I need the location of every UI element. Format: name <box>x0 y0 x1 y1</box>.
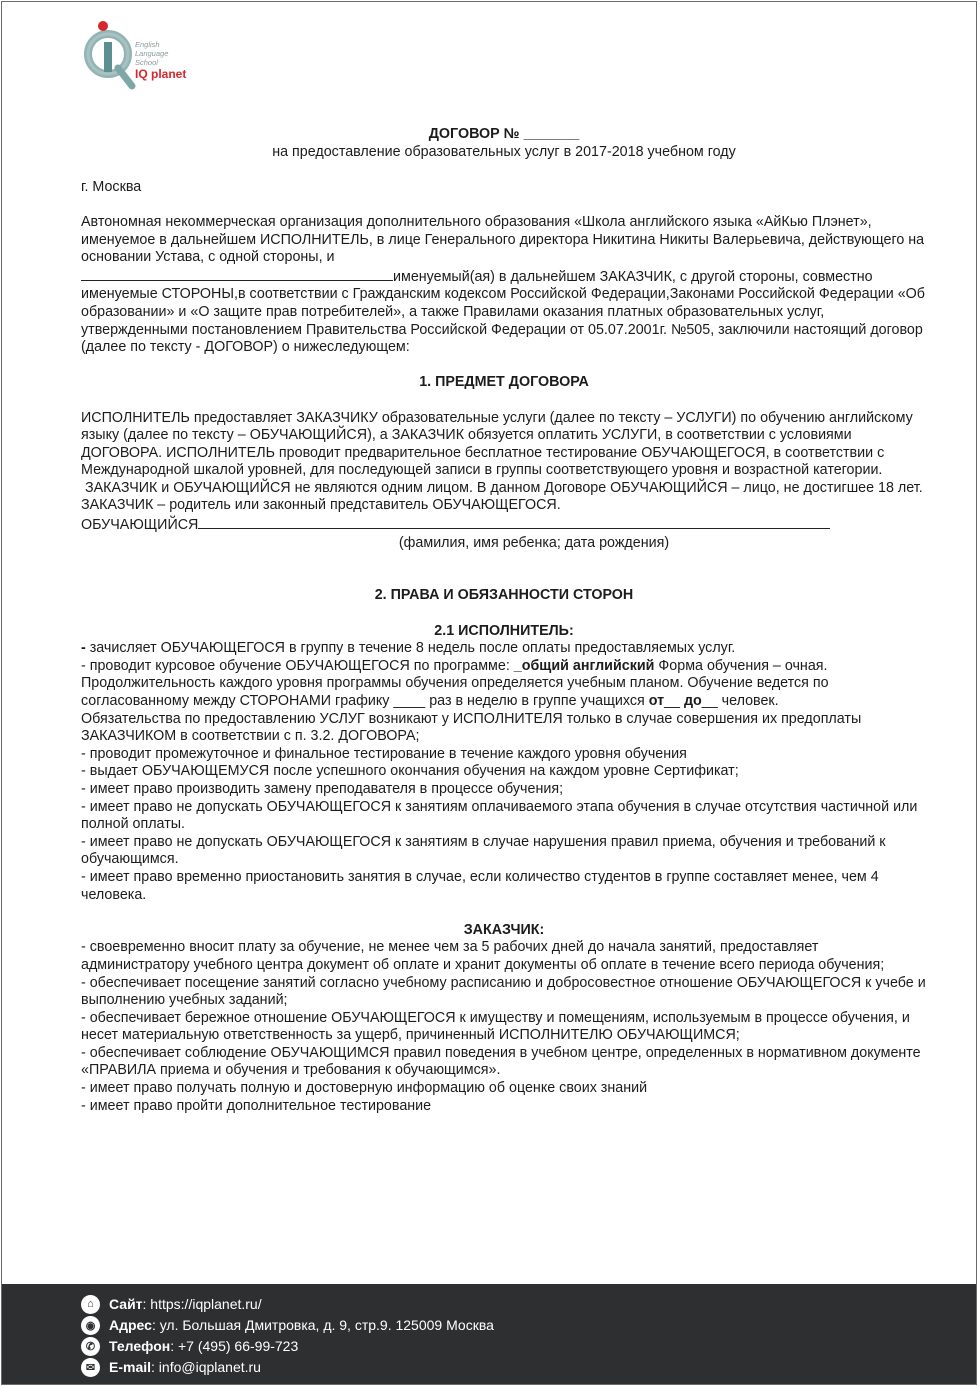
customer-item-1: - своевременно вносит плату за обучение, не менее чем за 5 рабочих дней до начала занятий, предоставляет администратору учебного центра документ об оплате и хранит документы об оплате в течение всего периода обучения; <box>81 939 885 973</box>
section-2-title: 2. ПРАВА И ОБЯЗАННОСТИ СТОРОН <box>374 587 634 604</box>
customer-item-3: - обеспечивает бережное отношение ОБУЧАЮЩЕГОСЯ к имуществу и помещениям, используемым в процессе обучения, и несет материальную ответственность за ущерб, причиненный ИСПОЛНИТЕЛЮ ОБУЧАЮЩИМСЯ; <box>81 1009 910 1044</box>
email-value[interactable]: : info@iqplanet.ru <box>151 1359 261 1375</box>
email-icon: ✉ <box>81 1358 100 1377</box>
site-label: Сайт <box>109 1296 143 1312</box>
executor-item-6: - имеет право производить замену преподавателя в процессе обучения; <box>81 780 564 797</box>
location-pin-icon: ◉ <box>81 1316 100 1335</box>
executor-item-9: - имеет право временно приостановить занятия в случае, если количество студентов в группе составляет менее, чем 4 человека. <box>81 868 879 903</box>
executor-item-8: - имеет право не допускать ОБУЧАЮЩЕГОСЯ к занятиям в случае нарушения правил приема, обучения и требований к обучающимся. <box>81 833 886 868</box>
customer-title: ЗАКАЗЧИК: <box>463 921 545 938</box>
footer-email-row[interactable] <box>81 1357 261 1377</box>
home-icon: ⌂ <box>81 1295 100 1314</box>
student-label: ОБУЧАЮЩИЙСЯ <box>81 517 199 534</box>
address-label: Адрес <box>109 1317 152 1333</box>
address-value: : ул. Большая Дмитровка, д. 9, стр.9. 125009 Москва <box>151 1317 494 1333</box>
executor-item-7: - имеет право не допускать ОБУЧАЮЩЕГОСЯ к занятиям оплачиваемого этапа обучения в случае отсутствия частичной или полной оплаты. <box>81 798 918 833</box>
section-1-paragraph-1: ИСПОЛНИТЕЛЬ предоставляет ЗАКАЗЧИКУ образовательные услуги (далее по тексту – УСЛУГИ) по обучению английскому языку (далее по тексту – ОБУЧАЮЩИЙСЯ), а ЗАКАЗЧИК обязуется оплатить УСЛУГИ, в соответствии с условиями ДОГОВОРА. ИСПОЛНИТЕЛЬ проводит предварительное бесплатное тестирование ОБУЧАЮЩЕГОСЯ, в соответствии с Международной шкалой уровней, для последующей записи в группы соответствующего уровня и возрастной категории. <box>81 409 913 479</box>
executor-title: 2.1 ИСПОЛНИТЕЛЬ: <box>434 622 574 639</box>
executor-item-1: - зачисляет ОБУЧАЮЩЕГОСЯ в группу в течение 8 недель после оплаты предоставляемых услуг. <box>81 640 736 657</box>
customer-item-5: - имеет право получать полную и достоверную информацию об оценке своих знаний <box>81 1080 648 1097</box>
customer-item-4: - обеспечивает соблюдение ОБУЧАЮЩИМСЯ правил поведения в учебном центре, определенных в нормативном документе «ПРАВИЛА приема и обучения и требования к обучающимся». <box>81 1044 921 1079</box>
intro-paragraph-2-text: именуемый(ая) в дальнейшем ЗАКАЗЧИК, с другой стороны, совместно именуемые СТОРОНЫ,в соответствии с Гражданским кодексом Российской Федерации,Законами Российской Федерации «Об образовании» и «О защите прав потребителей», а также Правилами оказания платных образовательных услуг, утвержденными постановлением Правительства Российской Федерации от 05.07.2001г. №505, заключили настоящий договор (далее по тексту - ДОГОВОР) о нижеследующем: <box>81 268 925 356</box>
logo-brand: IQ planet <box>135 67 187 81</box>
contact-footer <box>2 1284 976 1384</box>
footer-site-row[interactable] <box>81 1294 262 1314</box>
executor-item-2: - проводит курсовое обучение ОБУЧАЮЩЕГОСЯ по программе: _общий английский Форма обучения – очная. Продолжительность каждого уровня программы обучения определяется учебным планом. Обучение ведется по согласованному между СТОРОНАМИ графику ____ раз в неделю в группе учащихся от__ до__ человек. <box>81 657 829 709</box>
contract-document <box>81 126 927 1115</box>
email-label: E-mail <box>109 1359 152 1375</box>
student-line <box>81 515 927 535</box>
executor-item-5: - выдает ОБУЧАЮЩЕМУСЯ после успешного окончания обучения на каждом уровне Сертификат; <box>81 763 739 780</box>
phone-value[interactable]: : +7 (495) 66-99-723 <box>170 1338 299 1354</box>
student-hint: (фамилия, имя ребенка; дата рождения) <box>398 534 670 551</box>
logo-text <box>135 40 186 81</box>
logo-line-1: English <box>135 40 160 49</box>
customer-item-6: - имеет право пройти дополнительное тестирование <box>81 1097 432 1114</box>
contract-subtitle: на предоставление образовательных услуг в 2017-2018 учебном году <box>272 143 736 160</box>
city: г. Москва <box>81 178 142 195</box>
intro-paragraph-1: Автономная некоммерческая организация дополнительного образования «Школа английского языка «АйКью Плэнет», именуемое в дальнейшем ИСПОЛНИТЕЛЬ, в лице Генерального директора Никитина Никиты Валерьевича, действующего на основании Устава, с одной стороны, и <box>81 213 925 266</box>
executor-item-4: - проводит промежуточное и финальное тестирование в течение каждого уровня обучения <box>81 745 687 762</box>
logo-line-2: Language <box>135 49 169 58</box>
executor-item-3: Обязательства по предоставлению УСЛУГ возникают у ИСПОЛНИТЕЛЯ только в случае совершения их предоплаты ЗАКАЗЧИКОМ в соответствии с п. 3.2. ДОГОВОРА; <box>81 710 862 745</box>
logo-line-3: School <box>135 58 158 67</box>
footer-phone-row[interactable] <box>81 1336 298 1356</box>
student-name-blank[interactable] <box>198 515 830 529</box>
customer-name-blank[interactable] <box>81 267 393 281</box>
section-1-paragraph-2: ЗАКАЗЧИК и ОБУЧАЮЩИЙСЯ не являются одним лицом. В данном Договоре ОБУЧАЮЩИЙСЯ – лицо, не достигшее 18 лет. ЗАКАЗЧИК – родитель или законный представитель ОБУЧАЮЩЕГОСЯ. <box>81 479 923 514</box>
intro-paragraph-2 <box>81 267 927 357</box>
phone-icon: ✆ <box>81 1337 100 1356</box>
phone-label: Телефон <box>109 1338 171 1354</box>
customer-item-2: - обеспечивает посещение занятий согласно учебному расписанию и добросовестное отношение ОБУЧАЮЩЕГОСЯ к учебе и выполнению учебных заданий; <box>81 974 926 1009</box>
section-1-title: 1. ПРЕДМЕТ ДОГОВОРА <box>419 374 589 391</box>
site-value[interactable]: : https://iqplanet.ru/ <box>142 1296 262 1312</box>
contract-title: ДОГОВОР № _______ <box>428 126 580 142</box>
footer-address-row <box>81 1315 494 1335</box>
